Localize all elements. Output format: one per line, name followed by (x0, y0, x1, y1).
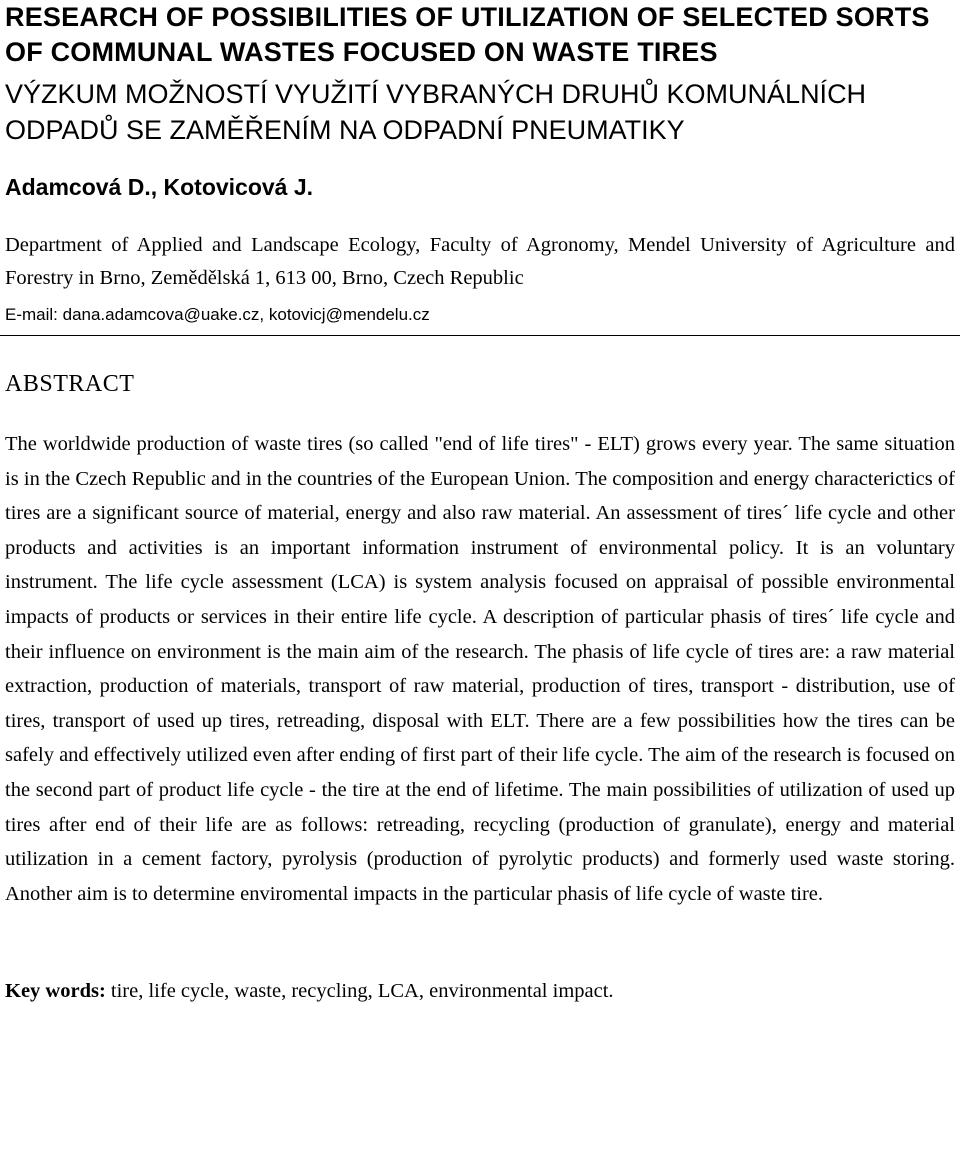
author-email: E-mail: dana.adamcova@uake.cz, kotovicj@mendelu.cz (5, 305, 430, 324)
paper-title-czech: VÝZKUM MOŽNOSTÍ VYUŽITÍ VYBRANÝCH DRUHŮ KOMUNÁLNÍCH ODPADŮ SE ZAMĚŘENÍM NA ODPADNÍ PNEUMATIKY (5, 79, 867, 145)
keywords-line (5, 976, 955, 1006)
abstract-heading: ABSTRACT (5, 371, 135, 397)
paper-title-english: RESEARCH OF POSSIBILITIES OF UTILIZATION OF SELECTED SORTS OF COMMUNAL WASTES FOCUSED ON WASTE TIRES (5, 2, 930, 67)
abstract-text: The worldwide production of waste tires (so called "end of life tires" - ELT) grows every year. The same situation is in the Czech Republic and in the countries of the European Union. The composition and energy characterictics of tires are a significant source of material, energy and also raw material. An assessment of tires´ life cycle and other products and activities is an important information instrument of environmental policy. It is an voluntary instrument. The life cycle assessment (LCA) is system analysis focused on appraisal of possible environmental impacts of products or services in their entire life cycle. A description of particular phasis of tires´ life cycle and their influence on environment is the main aim of the research. The phasis of life cycle of tires are: a raw material extraction, production of materials, transport of raw material, production of tires, transport - distribution, use of tires, transport of used up tires, retreading, disposal with ELT. There are a few possibilities how the tires can be safely and effectively utilized even after ending of first part of their life cycle. The aim of the research is focused on the second part of product life cycle - the tire at the end of lifetime. The main possibilities of utilization of used up tires after end of their life are as follows: retreading, recycling (production of granulate), energy and material utilization in a cement factory, pyrolysis (production of pyrolytic products) and formerly used waste storing. Another aim is to determine enviromental impacts in the particular phasis of life cycle of waste tire. (5, 433, 955, 905)
author-affiliation: Department of Applied and Landscape Ecology, Faculty of Agronomy, Mendel University of Agriculture and Forestry in Brno, Zemědělská 1, 613 00, Brno, Czech Republic (5, 234, 955, 289)
author-list: Adamcová D., Kotovicová J. (5, 174, 314, 200)
paper-page (5, 0, 955, 1006)
keywords-text: tire, life cycle, waste, recycling, LCA, environmental impact. (105, 980, 614, 1003)
section-divider (0, 335, 960, 336)
keywords-label: Key words: (5, 980, 106, 1003)
